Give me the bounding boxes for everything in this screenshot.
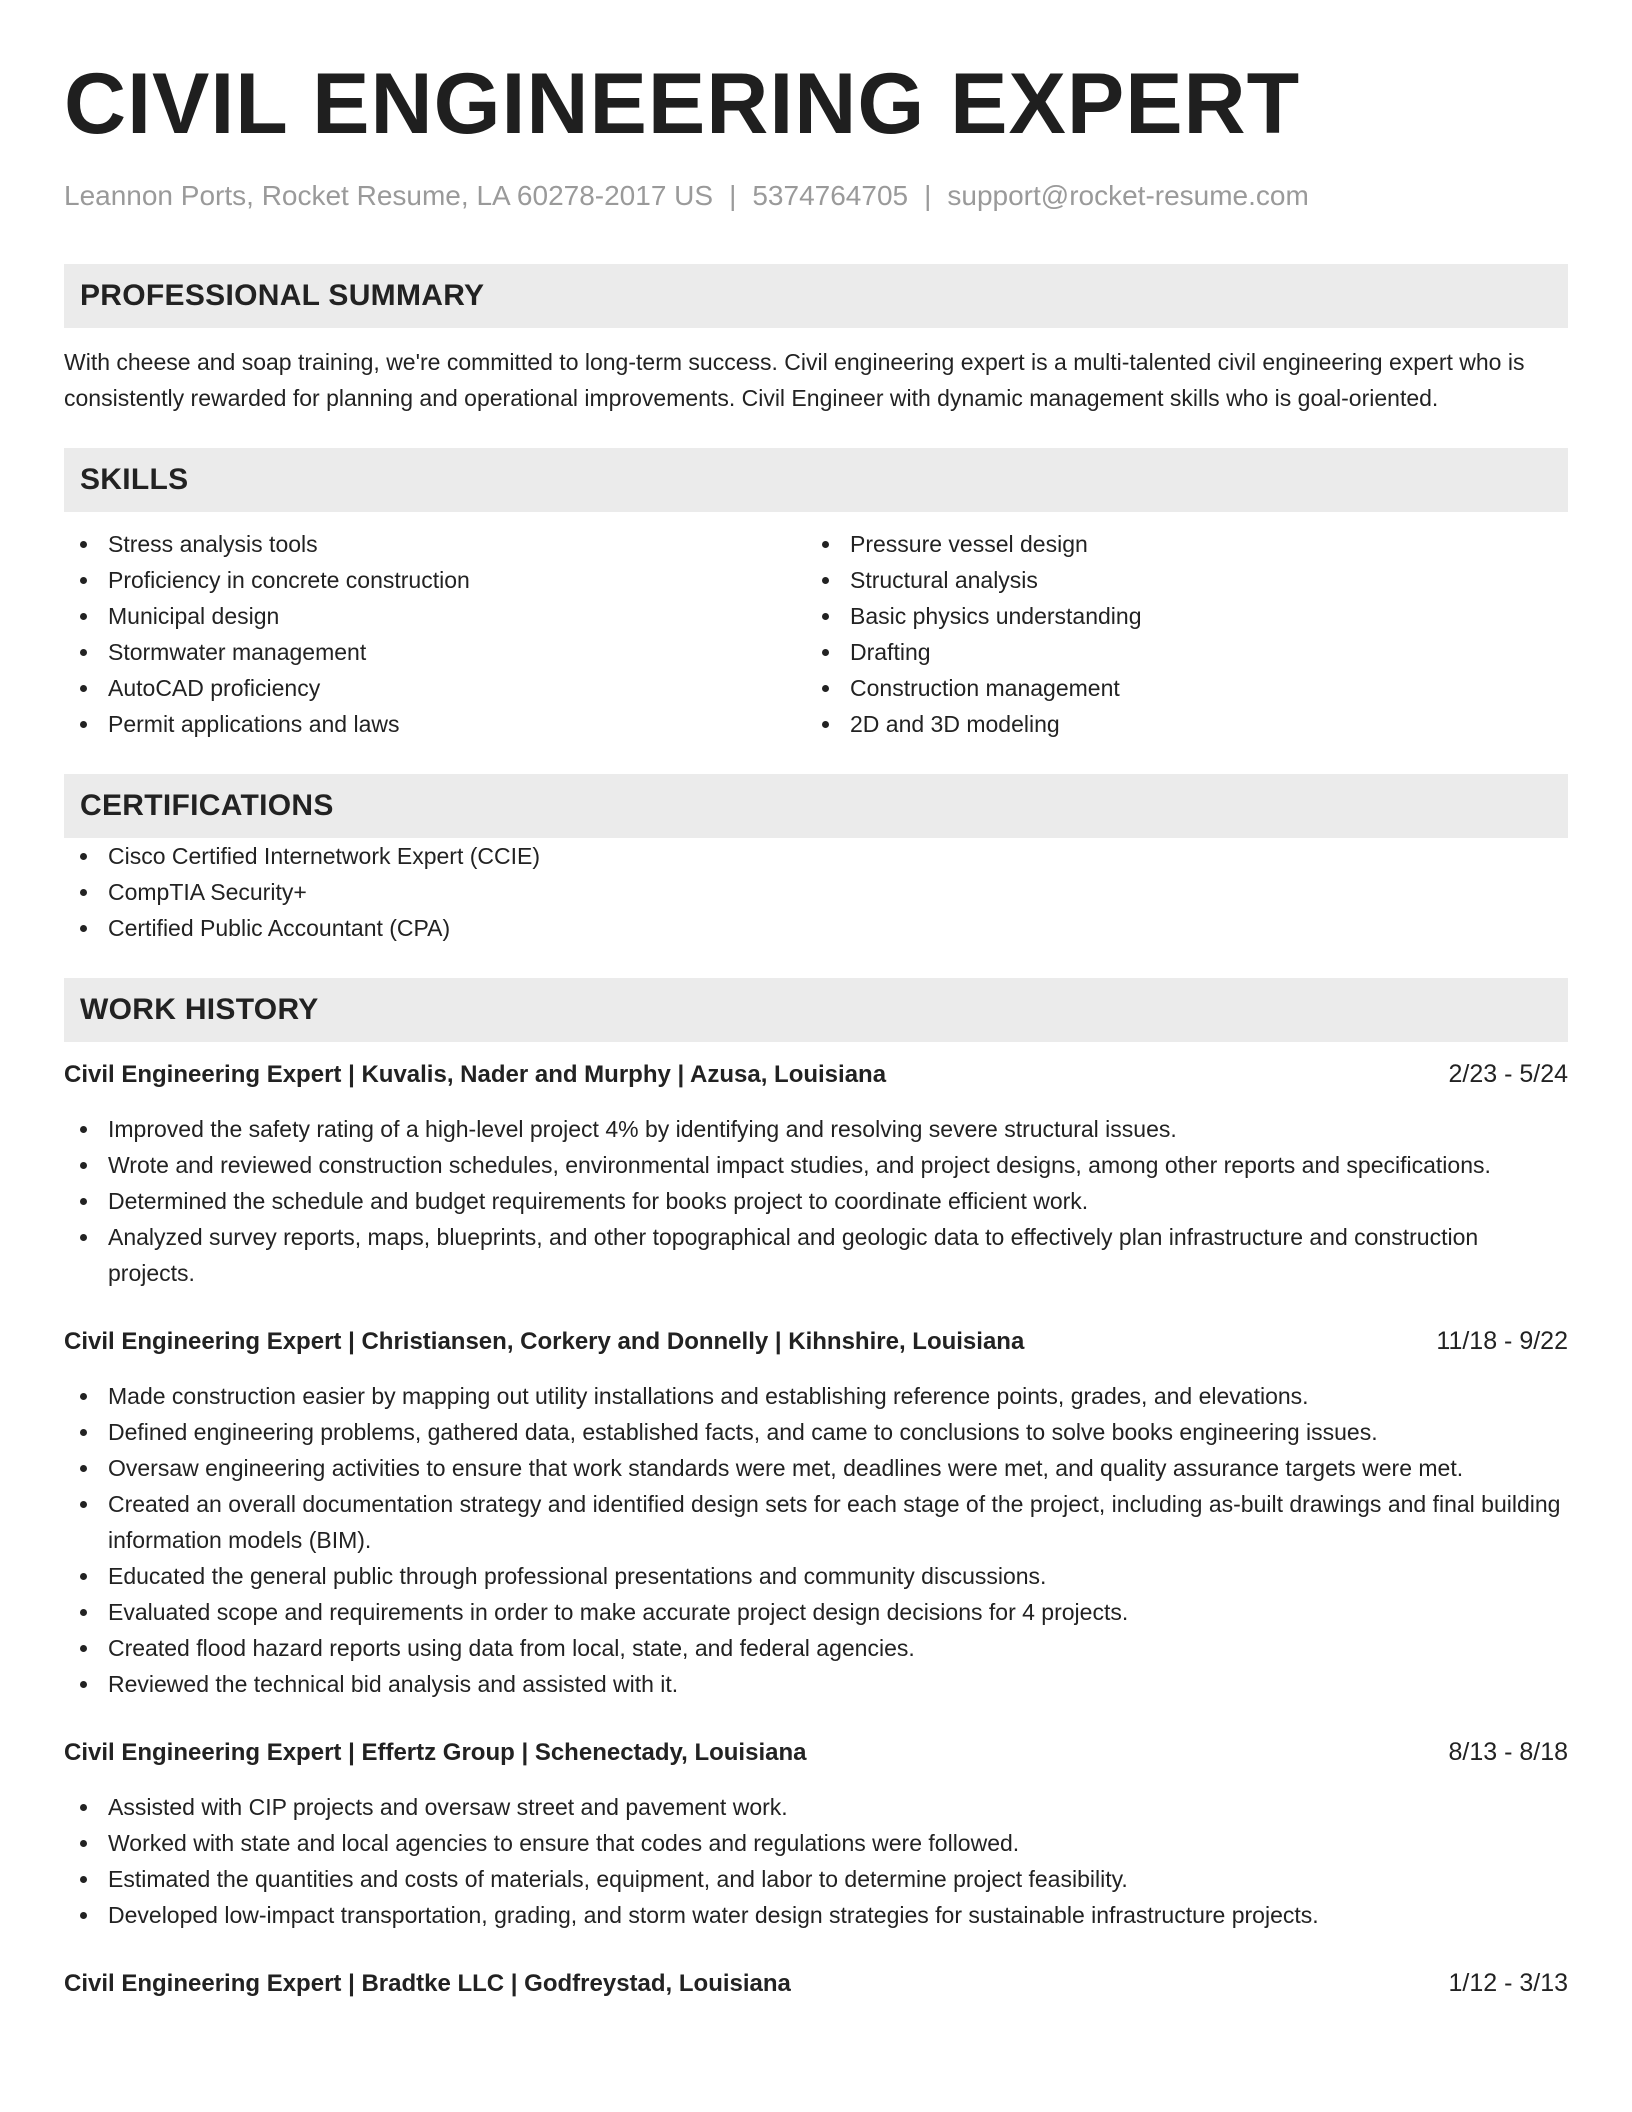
job-bullets — [64, 1378, 1568, 1702]
contact-separator: | — [924, 180, 932, 211]
job-dates: 11/18 - 9/22 — [1436, 1327, 1568, 1355]
skill-item: AutoCAD proficiency — [108, 670, 806, 706]
job-title: Civil Engineering Expert | Effertz Group | Schenectady, Louisiana — [64, 1739, 807, 1766]
job-bullet: Estimated the quantities and costs of materials, equipment, and labor to determine project feasibility. — [108, 1861, 1568, 1897]
summary-text: With cheese and soap training, we're committed to long-term success. Civil engineering expert is a multi-talented civil engineering expert who is consistently rewarded for planning and operational improvements. Civil Engineer with dynamic management skills who is goal-oriented. — [64, 349, 1525, 411]
job-bullet: Worked with state and local agencies to ensure that codes and regulations were followed. — [108, 1825, 1568, 1861]
contact-line — [64, 178, 1568, 214]
job-header — [64, 1965, 1568, 2002]
job-dates: 8/13 - 8/18 — [1448, 1738, 1568, 1766]
skill-item: 2D and 3D modeling — [850, 706, 1548, 742]
skill-item: Structural analysis — [850, 562, 1548, 598]
skill-item: Permit applications and laws — [108, 706, 806, 742]
skill-item: Drafting — [850, 634, 1548, 670]
resume-name: CIVIL ENGINEERING EXPERT — [64, 56, 1301, 152]
skill-item: Pressure vessel design — [850, 526, 1548, 562]
job-header — [64, 1056, 1568, 1093]
job-bullet: Analyzed survey reports, maps, blueprints, and other topographical and geologic data to effectively plan infrastructure and construction projects. — [108, 1219, 1568, 1291]
skill-item: Municipal design — [108, 598, 806, 634]
job-bullet: Created an overall documentation strategy and identified design sets for each stage of the project, including as-built drawings and final building information models (BIM). — [108, 1486, 1568, 1558]
job-bullet: Developed low-impact transportation, grading, and storm water design strategies for sustainable infrastructure projects. — [108, 1897, 1568, 1933]
job-bullet: Evaluated scope and requirements in order to make accurate project design decisions for 4 projects. — [108, 1594, 1568, 1630]
skills-list-left — [64, 526, 806, 742]
job-bullet: Oversaw engineering activities to ensure that work standards were met, deadlines were met, and quality assurance targets were met. — [108, 1450, 1568, 1486]
job-bullet: Created flood hazard reports using data from local, state, and federal agencies. — [108, 1630, 1568, 1666]
skill-item: Basic physics understanding — [850, 598, 1548, 634]
job-header — [64, 1734, 1568, 1771]
section-header-skills: SKILLS — [64, 448, 1568, 512]
job-bullet: Wrote and reviewed construction schedules, environmental impact studies, and project designs, among other reports and specifications. — [108, 1147, 1568, 1183]
skills-column-right — [806, 526, 1548, 742]
skill-item: Construction management — [850, 670, 1548, 706]
contact-email: support@rocket-resume.com — [947, 180, 1309, 211]
job-bullets — [64, 1789, 1568, 1933]
job-bullet: Educated the general public through professional presentations and community discussions. — [108, 1558, 1568, 1594]
section-header-summary: PROFESSIONAL SUMMARY — [64, 264, 1568, 328]
certification-item: Cisco Certified Internetwork Expert (CCIE) — [108, 838, 1568, 874]
job-bullet: Improved the safety rating of a high-level project 4% by identifying and resolving severe structural issues. — [108, 1111, 1568, 1147]
job-entry — [64, 1323, 1568, 1702]
job-dates: 1/12 - 3/13 — [1448, 1969, 1568, 1997]
section-header-work-history: WORK HISTORY — [64, 978, 1568, 1042]
section-header-certifications: CERTIFICATIONS — [64, 774, 1568, 838]
contact-address: Leannon Ports, Rocket Resume, LA 60278-2017 US — [64, 180, 714, 211]
job-title: Civil Engineering Expert | Christiansen, Corkery and Donnelly | Kihnshire, Louisiana — [64, 1328, 1025, 1355]
job-bullets — [64, 1111, 1568, 1291]
job-bullet: Determined the schedule and budget requirements for books project to coordinate efficient work. — [108, 1183, 1568, 1219]
job-entry — [64, 1056, 1568, 1291]
job-dates: 2/23 - 5/24 — [1448, 1060, 1568, 1088]
job-bullet: Made construction easier by mapping out utility installations and establishing reference points, grades, and elevations. — [108, 1378, 1568, 1414]
job-bullet: Defined engineering problems, gathered data, established facts, and came to conclusions to solve books engineering issues. — [108, 1414, 1568, 1450]
resume-page — [64, 56, 1568, 2002]
job-header — [64, 1323, 1568, 1360]
contact-separator: | — [729, 180, 737, 211]
skills-grid — [64, 526, 1568, 742]
certifications-list — [64, 838, 1568, 946]
skills-column-left — [64, 526, 806, 742]
certification-item: CompTIA Security+ — [108, 874, 1568, 910]
job-entry — [64, 1734, 1568, 1933]
job-bullet: Assisted with CIP projects and oversaw street and pavement work. — [108, 1789, 1568, 1825]
skill-item: Proficiency in concrete construction — [108, 562, 806, 598]
job-title: Civil Engineering Expert | Bradtke LLC | Godfreystad, Louisiana — [64, 1970, 791, 1997]
skill-item: Stormwater management — [108, 634, 806, 670]
skills-list-right — [806, 526, 1548, 742]
certification-item: Certified Public Accountant (CPA) — [108, 910, 1568, 946]
job-bullet: Reviewed the technical bid analysis and assisted with it. — [108, 1666, 1568, 1702]
job-title: Civil Engineering Expert | Kuvalis, Nader and Murphy | Azusa, Louisiana — [64, 1061, 887, 1088]
contact-phone: 5374764705 — [752, 180, 909, 211]
skill-item: Stress analysis tools — [108, 526, 806, 562]
job-entry — [64, 1965, 1568, 2002]
